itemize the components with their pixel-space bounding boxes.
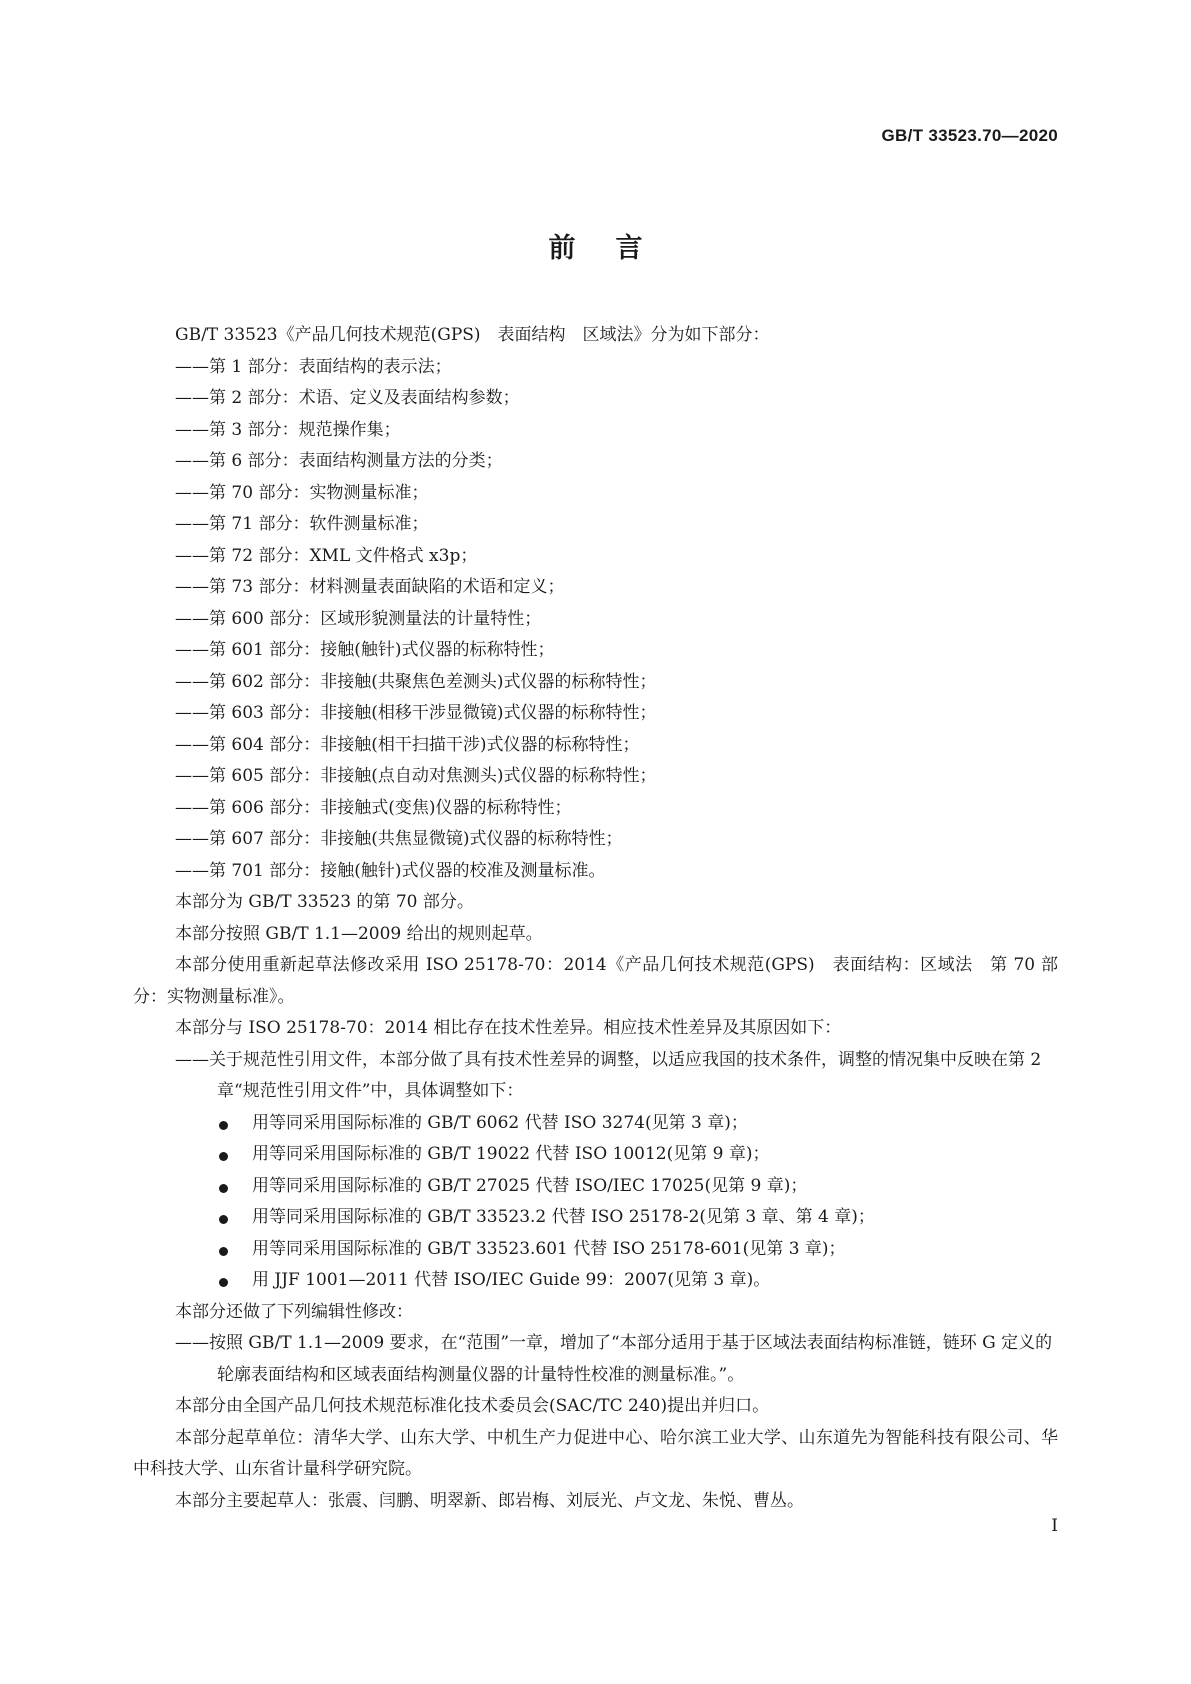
list-item: 用等同采用国际标准的 GB/T 27025 代替 ISO/IEC 17025(见第 9 章)；	[133, 1171, 1058, 1203]
bullet-icon	[219, 1184, 228, 1193]
part-item: ——第 701 部分：接触(触针)式仪器的校准及测量标准。	[175, 860, 606, 881]
tech-diff-list	[133, 1108, 1058, 1297]
tech-diff-intro: ——关于规范性引用文件，本部分做了具有技术性差异的调整，以适应我国的技术条件，调整的情况集中反映在第 2 章“规范性引用文件”中，具体调整如下：	[175, 1049, 1042, 1101]
intro-paragraph: GB/T 33523《产品几何技术规范(GPS) 表面结构 区域法》分为如下部分：	[175, 325, 770, 345]
list-item: 用 JJF 1001—2011 代替 ISO/IEC Guide 99：2007(见第 3 章)。	[133, 1265, 1058, 1297]
standard-code: GB/T 33523.70—2020	[881, 126, 1058, 145]
bullet-icon	[219, 1278, 228, 1287]
part-item: ——第 600 部分：区域形貌测量法的计量特性；	[175, 608, 542, 629]
part-item: ——第 70 部分：实物测量标准；	[175, 482, 429, 503]
statement-drafting-rules: 本部分按照 GB/T 1.1—2009 给出的规则起草。	[175, 923, 543, 944]
part-item: ——第 601 部分：接触(触针)式仪器的标称特性；	[175, 640, 555, 660]
part-item: ——第 605 部分：非接触(点自动对焦测头)式仪器的标称特性；	[175, 766, 657, 786]
part-item: ——第 3 部分：规范操作集；	[175, 419, 401, 440]
document-body	[133, 320, 1058, 1517]
drafters: 本部分主要起草人：张震、闫鹏、明翠新、郎岩梅、刘辰光、卢文龙、朱悦、曹丛。	[175, 1490, 804, 1511]
statement-differences: 本部分与 ISO 25178-70：2014 相比存在技术性差异。相应技术性差异及其原因如下：	[175, 1018, 842, 1038]
part-item: ——第 73 部分：材料测量表面缺陷的术语和定义；	[175, 577, 565, 597]
bullet-icon	[219, 1121, 228, 1130]
bullet-icon	[219, 1247, 228, 1256]
list-item: 用等同采用国际标准的 GB/T 6062 代替 ISO 3274(见第 3 章)；	[133, 1108, 1058, 1140]
part-item: ——第 602 部分：非接触(共聚焦色差测头)式仪器的标称特性；	[175, 671, 657, 692]
editorial-item: ——按照 GB/T 1.1—2009 要求，在“范围”一章，增加了“本部分适用于基于区域法表面结构标准链，链环 G 定义的轮廓表面结构和区域表面结构测量仪器的计量特性校准的测量标准。”。	[175, 1333, 1053, 1385]
part-item: ——第 72 部分：XML 文件格式 x3p；	[175, 545, 478, 566]
part-item: ——第 6 部分：表面结构测量方法的分类；	[175, 451, 503, 471]
statement-part-number: 本部分为 GB/T 33523 的第 70 部分。	[175, 892, 474, 912]
list-item: 用等同采用国际标准的 GB/T 19022 代替 ISO 10012(见第 9 章)；	[133, 1139, 1058, 1171]
part-item: ——第 606 部分：非接触式(变焦)仪器的标称特性；	[175, 797, 572, 818]
bullet-icon	[219, 1152, 228, 1161]
list-item: 用等同采用国际标准的 GB/T 33523.601 代替 ISO 25178-601(见第 3 章)；	[133, 1234, 1058, 1266]
bullet-icon	[219, 1215, 228, 1224]
parts-list	[133, 352, 1058, 888]
part-item: ——第 2 部分：术语、定义及表面结构参数；	[175, 388, 520, 408]
editorial-intro: 本部分还做了下列编辑性修改：	[175, 1301, 413, 1322]
proposed-by: 本部分由全国产品几何技术规范标准化技术委员会(SAC/TC 240)提出并归口。	[175, 1396, 770, 1416]
part-item: ——第 1 部分：表面结构的表示法；	[175, 356, 452, 377]
part-item: ——第 603 部分：非接触(相移干涉显微镜)式仪器的标称特性；	[175, 703, 657, 723]
part-item: ——第 71 部分：软件测量标准；	[175, 514, 429, 534]
statement-adoption: 本部分使用重新起草法修改采用 ISO 25178-70：2014《产品几何技术规范(GPS) 表面结构：区域法 第 70 部分：实物测量标准》。	[133, 955, 1058, 1007]
page-title: 前言	[548, 233, 683, 264]
list-item: 用等同采用国际标准的 GB/T 33523.2 代替 ISO 25178-2(见第 3 章、第 4 章)；	[133, 1202, 1058, 1234]
part-item: ——第 604 部分：非接触(相干扫描干涉)式仪器的标称特性；	[175, 734, 640, 755]
page-number: I	[1051, 1516, 1058, 1536]
part-item: ——第 607 部分：非接触(共焦显微镜)式仪器的标称特性；	[175, 829, 623, 849]
drafting-units: 本部分起草单位：清华大学、山东大学、中机生产力促进中心、哈尔滨工业大学、山东道先为智能科技有限公司、华中科技大学、山东省计量科学研究院。	[133, 1427, 1058, 1479]
